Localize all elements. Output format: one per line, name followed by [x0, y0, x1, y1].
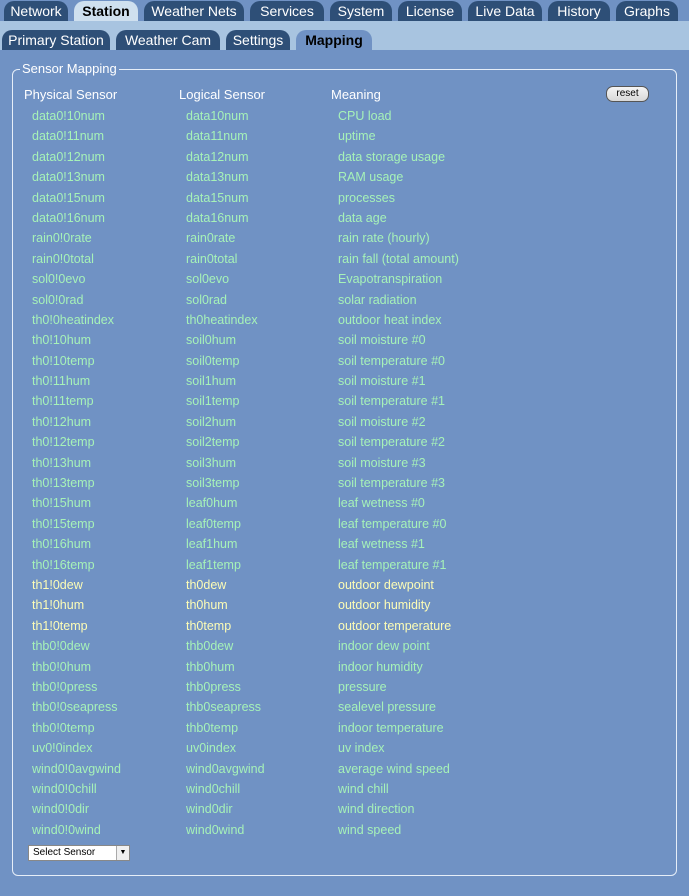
logical-sensor-cell: soil1temp [186, 394, 240, 409]
meaning-cell: indoor temperature [338, 720, 444, 735]
logical-sensor-cell: leaf0temp [186, 516, 241, 531]
logical-sensor-cell: sol0rad [186, 292, 227, 307]
physical-sensor-link[interactable]: wind0!0dir [32, 802, 89, 817]
table-row[interactable] [0, 290, 689, 310]
meaning-cell: uptime [338, 129, 376, 144]
meaning-cell: indoor dew point [338, 639, 430, 654]
table-row[interactable] [0, 820, 689, 840]
meaning-cell: wind direction [338, 802, 415, 817]
meaning-cell: outdoor humidity [338, 598, 431, 613]
meaning-cell: leaf temperature #0 [338, 516, 447, 531]
meaning-cell: sealevel pressure [338, 700, 436, 715]
table-row[interactable] [0, 106, 689, 126]
logical-sensor-cell: wind0avgwind [186, 761, 265, 776]
logical-sensor-cell: thb0hum [186, 659, 235, 674]
subtab-mapping[interactable]: Mapping [296, 30, 372, 50]
physical-sensor-link[interactable]: rain0!0total [32, 251, 94, 266]
tab-history[interactable]: History [548, 1, 610, 21]
logical-sensor-cell: wind0dir [186, 802, 233, 817]
table-row[interactable] [0, 371, 689, 391]
table-row[interactable] [0, 759, 689, 779]
mapping-table [0, 106, 689, 840]
subtab-settings[interactable]: Settings [226, 30, 290, 50]
physical-sensor-link[interactable]: wind0!0chill [32, 781, 97, 796]
logical-sensor-cell: th0hum [186, 598, 228, 613]
table-row[interactable] [0, 534, 689, 554]
table-row[interactable] [0, 799, 689, 819]
meaning-cell: solar radiation [338, 292, 417, 307]
table-row[interactable] [0, 188, 689, 208]
meaning-cell: leaf temperature #1 [338, 557, 447, 572]
logical-sensor-cell: soil3hum [186, 455, 237, 470]
chevron-down-icon: ▼ [116, 846, 129, 860]
logical-sensor-cell: soil1hum [186, 374, 237, 389]
logical-sensor-cell: soil2hum [186, 414, 237, 429]
table-row[interactable] [0, 167, 689, 187]
logical-sensor-cell: sol0evo [186, 272, 230, 287]
logical-sensor-cell: thb0dew [186, 639, 234, 654]
table-row[interactable] [0, 636, 689, 656]
physical-sensor-link[interactable]: data0!11num [32, 129, 105, 144]
table-row[interactable] [0, 779, 689, 799]
logical-sensor-cell: leaf1hum [186, 537, 238, 552]
physical-sensor-link[interactable]: th0!10temp [32, 353, 95, 368]
reset-button[interactable]: reset [606, 86, 649, 102]
table-row[interactable] [0, 310, 689, 330]
physical-sensor-link[interactable]: th0!13hum [32, 455, 92, 470]
select-sensor-value: Select Sensor [33, 847, 96, 858]
table-row[interactable] [0, 677, 689, 697]
physical-sensor-link[interactable]: data0!13num [32, 170, 105, 185]
table-row[interactable] [0, 473, 689, 493]
meaning-cell: soil temperature #2 [338, 435, 446, 450]
table-row[interactable] [0, 575, 689, 595]
meaning-cell: outdoor temperature [338, 618, 452, 633]
meaning-cell: data age [338, 210, 387, 225]
tab-license[interactable]: License [398, 1, 462, 21]
table-row[interactable] [0, 228, 689, 248]
physical-sensor-link[interactable]: thb0!0dew [32, 639, 90, 654]
meaning-header: Meaning [331, 87, 381, 102]
meaning-cell: soil temperature #0 [338, 353, 446, 368]
logical-sensor-cell: thb0temp [186, 720, 239, 735]
physical-sensor-link[interactable]: sol0!0evo [32, 272, 86, 287]
meaning-cell: RAM usage [338, 170, 404, 185]
tab-system[interactable]: System [330, 1, 392, 21]
physical-sensor-link[interactable]: thb0!0temp [32, 720, 95, 735]
table-row[interactable] [0, 616, 689, 636]
physical-sensor-link[interactable]: th0!11hum [32, 374, 91, 389]
logical-sensor-cell: rain0rate [186, 231, 236, 246]
meaning-cell: CPU load [338, 109, 392, 123]
meaning-cell: soil temperature #3 [338, 476, 446, 491]
logical-sensor-cell: th0heatindex [186, 312, 258, 327]
logical-sensor-cell: leaf1temp [186, 557, 241, 572]
sensor-mapping-legend: Sensor Mapping [22, 61, 117, 76]
meaning-cell: processes [338, 190, 395, 205]
logical-sensor-cell: data16num [186, 210, 249, 225]
logical-sensor-header: Logical Sensor [179, 87, 265, 102]
meaning-cell: rain fall (total amount) [338, 251, 459, 266]
tab-live-data[interactable]: Live Data [468, 1, 542, 21]
table-row[interactable] [0, 351, 689, 371]
meaning-cell: soil moisture #3 [338, 455, 426, 470]
physical-sensor-link[interactable]: th1!0hum [32, 598, 85, 613]
table-row[interactable] [0, 269, 689, 289]
physical-sensor-link[interactable]: thb0!0press [32, 679, 98, 694]
table-row[interactable] [0, 718, 689, 738]
physical-sensor-header: Physical Sensor [24, 87, 118, 102]
physical-sensor-link[interactable]: th0!12temp [32, 435, 95, 450]
meaning-cell: indoor humidity [338, 659, 423, 674]
table-row[interactable] [0, 126, 689, 146]
table-row[interactable] [0, 432, 689, 452]
select-sensor-dropdown[interactable] [28, 845, 130, 861]
meaning-cell: Evapotranspiration [338, 272, 443, 287]
logical-sensor-cell: data12num [186, 149, 249, 164]
meaning-cell: leaf wetness #1 [338, 537, 425, 552]
physical-sensor-link[interactable]: data0!16num [32, 210, 105, 225]
physical-sensor-link[interactable]: wind0!0wind [32, 822, 101, 837]
meaning-cell: soil moisture #2 [338, 414, 426, 429]
meaning-cell: rain rate (hourly) [338, 231, 430, 246]
physical-sensor-link[interactable]: th0!0heatindex [32, 312, 115, 327]
meaning-cell: outdoor heat index [338, 312, 442, 327]
physical-sensor-link[interactable]: th0!10hum [32, 333, 92, 348]
logical-sensor-cell: data11num [186, 129, 248, 144]
physical-sensor-link[interactable]: th0!16temp [32, 557, 95, 572]
physical-sensor-link[interactable]: th1!0dew [32, 577, 83, 592]
table-row[interactable] [0, 412, 689, 432]
logical-sensor-cell: soil0temp [186, 353, 240, 368]
physical-sensor-link[interactable]: sol0!0rad [32, 292, 84, 307]
physical-sensor-link[interactable]: uv0!0index [32, 741, 93, 756]
physical-sensor-link[interactable]: data0!12num [32, 149, 105, 164]
table-row[interactable] [0, 595, 689, 615]
table-row[interactable] [0, 493, 689, 513]
table-row[interactable] [0, 453, 689, 473]
meaning-cell: soil moisture #1 [338, 374, 426, 389]
subtab-weather-cam[interactable]: Weather Cam [116, 30, 220, 50]
physical-sensor-link[interactable]: th0!13temp [32, 476, 95, 491]
logical-sensor-cell: data13num [186, 170, 249, 185]
table-row[interactable] [0, 514, 689, 534]
meaning-cell: wind speed [338, 822, 402, 837]
table-row[interactable] [0, 208, 689, 228]
table-row[interactable] [0, 697, 689, 717]
logical-sensor-cell: thb0seapress [186, 700, 262, 715]
logical-sensor-cell: data10num [186, 109, 249, 123]
physical-sensor-link[interactable]: rain0!0rate [32, 231, 92, 246]
logical-sensor-cell: soil2temp [186, 435, 240, 450]
subtab-primary-station[interactable]: Primary Station [2, 30, 110, 50]
table-row[interactable] [0, 555, 689, 575]
logical-sensor-cell: soil3temp [186, 476, 240, 491]
logical-sensor-cell: th0dew [186, 577, 227, 592]
meaning-cell: uv index [338, 741, 385, 756]
main-tab-bar [0, 0, 689, 21]
physical-sensor-link[interactable]: thb0!0seapress [32, 700, 118, 715]
table-row[interactable] [0, 391, 689, 411]
logical-sensor-cell: data15num [186, 190, 249, 205]
logical-sensor-cell: soil0hum [186, 333, 237, 348]
meaning-cell: leaf wetness #0 [338, 496, 425, 511]
meaning-cell: soil temperature #1 [338, 394, 446, 409]
logical-sensor-cell: rain0total [186, 251, 238, 266]
physical-sensor-link[interactable]: th0!15temp [32, 516, 95, 531]
sub-tab-bar [0, 21, 689, 50]
physical-sensor-link[interactable]: data0!15num [32, 190, 105, 205]
logical-sensor-cell: th0temp [186, 618, 232, 633]
meaning-cell: outdoor dewpoint [338, 577, 434, 592]
meaning-cell: soil moisture #0 [338, 333, 426, 348]
physical-sensor-link[interactable]: th1!0temp [32, 618, 88, 633]
physical-sensor-link[interactable]: wind0!0avgwind [32, 761, 121, 776]
physical-sensor-link[interactable]: thb0!0hum [32, 659, 92, 674]
physical-sensor-link[interactable]: data0!10num [32, 109, 105, 123]
tab-station[interactable]: Station [74, 1, 138, 21]
logical-sensor-cell: thb0press [186, 679, 241, 694]
table-row[interactable] [0, 330, 689, 350]
physical-sensor-link[interactable]: th0!12hum [32, 414, 92, 429]
meaning-cell: pressure [338, 679, 387, 694]
tab-graphs[interactable]: Graphs [616, 1, 678, 21]
physical-sensor-link[interactable]: th0!15hum [32, 496, 92, 511]
tab-weather-nets[interactable]: Weather Nets [144, 1, 244, 21]
table-row[interactable] [0, 249, 689, 269]
table-row[interactable] [0, 657, 689, 677]
meaning-cell: average wind speed [338, 761, 450, 776]
logical-sensor-cell: uv0index [186, 741, 237, 756]
tab-network[interactable]: Network [4, 1, 68, 21]
logical-sensor-cell: leaf0hum [186, 496, 238, 511]
logical-sensor-cell: wind0wind [186, 822, 245, 837]
physical-sensor-link[interactable]: th0!11temp [32, 394, 94, 409]
physical-sensor-link[interactable]: th0!16hum [32, 537, 92, 552]
meaning-cell: data storage usage [338, 149, 446, 164]
table-row[interactable] [0, 738, 689, 758]
tab-services[interactable]: Services [250, 1, 324, 21]
logical-sensor-cell: wind0chill [186, 781, 241, 796]
table-row[interactable] [0, 147, 689, 167]
meaning-cell: wind chill [338, 781, 389, 796]
